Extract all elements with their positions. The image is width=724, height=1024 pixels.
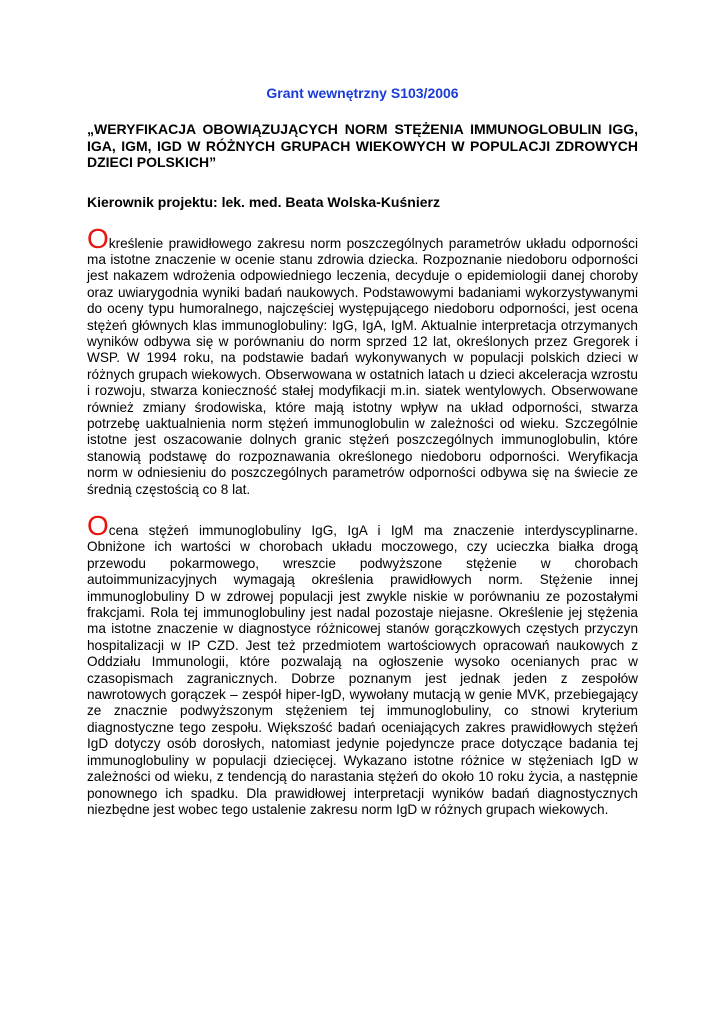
project-manager: Kierownik projektu: lek. med. Beata Wolska-Kuśnierz <box>87 193 440 210</box>
project-title: „WERYFIKACJA OBOWIĄZUJĄCYCH NORM STĘŻENIA IMMUNOGLOBULIN IGG, IGA, IGM, IGD W RÓŻNYCH GRUPACH WIEKOWYCH W POPULACJI ZDROWYCH DZIECI POLSKICH” <box>87 121 638 170</box>
paragraph-2 <box>87 510 638 818</box>
paragraph-2-text: cena stężeń immunoglobuliny IgG, IgA i IgM ma znaczenie interdyscyplinarne. Obniżone ich wartości w chorobach układu moczowego, czy ucieczka białka drogą przewodu pokarmowego, wreszcie podwyższone stężenie w chorobach autoimmunizacyjnych wymagają określenia prawidłowych norm. Stężenie innej immunoglobuliny D w zdrowej populacji jest zwykle niskie w porównaniu ze pozostałymi frakcjami. Rola tej immunoglobuliny jest nadal pozostaje niejasne. Określenie jej stężenia ma istotne znaczenie w diagnostyce różnicowej stanów gorączkowych częstych przyczyn hospitalizacji w IP CZD. Jest też przedmiotem wartościowych opracowań naukowych z Oddziału Immunologii, które pozwalają na ogłoszenie wysoko ocenianych prac w czasopismach zagranicznych. Dobrze poznanym jest jednak jeden z zespołów nawrotowych gorączek – zespół hiper-IgD, wywołany mutacją w genie MVK, przebiegający ze znacznie podwyższonym stężeniem tej immunoglobuliny, co stnowi kryterium diagnostyczne tego zespołu. Większość badań oceniających zakres prawidłowych stężeń IgD dotyczy osób dorosłych, natomiast jedynie pojedyncze prace dotyczące badania tej immunoglobuliny w populacji dziecięcej. Wykazano istotne różnice w stężeniach IgD w zależności od wieku, z tendencją do narastania stężeń do około 10 roku życia, a następnie ponownego ich spadku. Dla prawidłowej interpretacji wyników badań diagnostycznych niezbędne jest wobec tego ustalenie zakresu norm IgD w różnych grupach wiekowych. <box>87 523 638 817</box>
paragraph-1-text: kreślenie prawidłowego zakresu norm poszczególnych parametrów układu odporności ma istotne znaczenie w ocenie stanu zdrowia dziecka. Rozpoznanie niedoboru odporności jest nakazem wdrożenia odpowiedniego leczenia, decyduje o epidemiologii danej choroby oraz uwiarygodnia wyniki badań naukowych. Podstawowymi badaniami wykorzystywanymi do oceny typu humoralnego, najczęściej występującego niedoboru odporności, jest ocena stężeń głównych klas immunoglobuliny: IgG, IgA, IgM. Aktualnie interpretacja otrzymanych wyników odbywa się w porównaniu do norm sprzed 12 lat, określonych przez Gregorek i WSP. W 1994 roku, na podstawie badań wykonywanych w populacji polskich dzieci w różnych grupach wiekowych. Obserwowana w ostatnich latach u dzieci akceleracja wzrostu i rozwoju, stwarza konieczność stałej modyfikacji m.in. siatek wentylowych. Obserwowane również zmiany środowiska, które mają istotny wpływ na układ odporności, stwarza potrzebę uaktualnienia norm stężeń immunoglobulin w zależności od wieku. Szczególnie istotne jest oszacowanie dolnych granic stężeń poszczególnych immunoglobulin, które stanowią podstawę do rozpoznawania określonego niedoboru odporności. Weryfikacja norm w odniesieniu do poszczególnych parametrów odporności odbywa się na świecie ze średnią częstością co 8 lat. <box>87 235 638 497</box>
grant-title: Grant wewnętrzny S103/2006 <box>266 85 459 101</box>
document-page <box>87 84 638 818</box>
paragraph-1-initial: O <box>87 222 109 254</box>
paragraph-1 <box>87 222 638 499</box>
paragraph-2-initial: O <box>87 510 109 541</box>
